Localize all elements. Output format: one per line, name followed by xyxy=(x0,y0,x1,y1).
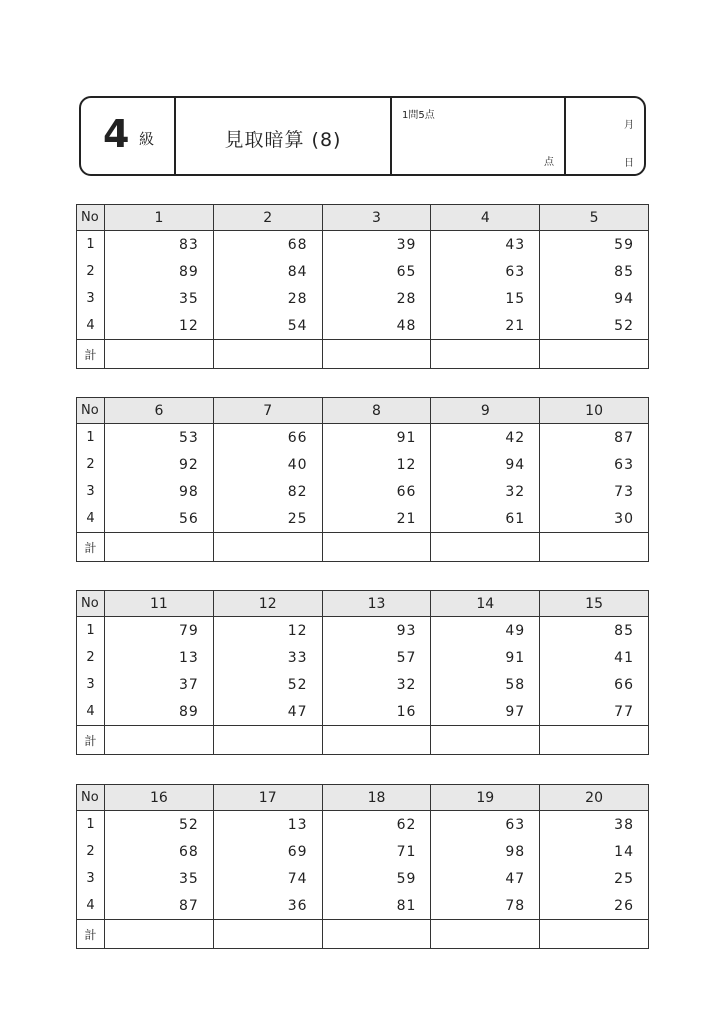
row-number: 1 xyxy=(77,617,105,645)
operand-value: 83 xyxy=(105,231,214,259)
operand-value: 28 xyxy=(322,285,431,312)
total-label: 計 xyxy=(77,726,105,755)
date-cell[interactable] xyxy=(566,98,644,174)
operand-value: 54 xyxy=(213,312,322,340)
problem-table xyxy=(76,784,649,949)
operand-value: 89 xyxy=(105,258,214,285)
operand-value: 43 xyxy=(431,231,540,259)
operand-value: 13 xyxy=(105,644,214,671)
total-row xyxy=(77,726,649,755)
total-row xyxy=(77,533,649,562)
problem-number: 12 xyxy=(213,591,322,617)
operand-value: 79 xyxy=(105,617,214,645)
worksheet-title: 見取暗算 (8) xyxy=(224,129,342,151)
operand-value: 13 xyxy=(213,811,322,839)
operand-value: 41 xyxy=(540,644,649,671)
row-number: 1 xyxy=(77,231,105,259)
operand-value: 68 xyxy=(213,231,322,259)
row-number: 4 xyxy=(77,505,105,533)
grade-cell xyxy=(81,98,176,174)
table-row xyxy=(77,644,649,671)
operand-value: 61 xyxy=(431,505,540,533)
row-number: 2 xyxy=(77,451,105,478)
table-row xyxy=(77,671,649,698)
operand-value: 69 xyxy=(213,838,322,865)
operand-value: 89 xyxy=(105,698,214,726)
grade-suffix: 級 xyxy=(139,130,155,148)
no-header: No xyxy=(77,205,105,231)
operand-value: 38 xyxy=(540,811,649,839)
operand-value: 63 xyxy=(540,451,649,478)
answer-field[interactable] xyxy=(540,726,649,755)
table-row xyxy=(77,892,649,920)
table-row xyxy=(77,865,649,892)
operand-value: 94 xyxy=(540,285,649,312)
operand-value: 26 xyxy=(540,892,649,920)
table-row xyxy=(77,451,649,478)
operand-value: 91 xyxy=(322,424,431,452)
operand-value: 16 xyxy=(322,698,431,726)
operand-value: 93 xyxy=(322,617,431,645)
total-label: 計 xyxy=(77,340,105,369)
table-row xyxy=(77,617,649,645)
operand-value: 33 xyxy=(213,644,322,671)
table-row xyxy=(77,285,649,312)
answer-field[interactable] xyxy=(105,726,214,755)
operand-value: 21 xyxy=(322,505,431,533)
operand-value: 32 xyxy=(322,671,431,698)
row-number: 4 xyxy=(77,312,105,340)
score-cell[interactable] xyxy=(392,98,566,174)
table-row xyxy=(77,698,649,726)
operand-value: 25 xyxy=(540,865,649,892)
operand-value: 48 xyxy=(322,312,431,340)
operand-value: 94 xyxy=(431,451,540,478)
answer-field[interactable] xyxy=(105,920,214,949)
operand-value: 35 xyxy=(105,865,214,892)
table-row xyxy=(77,231,649,259)
row-number: 2 xyxy=(77,258,105,285)
problem-number: 16 xyxy=(105,785,214,811)
operand-value: 82 xyxy=(213,478,322,505)
problem-number: 18 xyxy=(322,785,431,811)
answer-field[interactable] xyxy=(322,920,431,949)
table-row xyxy=(77,811,649,839)
answer-field[interactable] xyxy=(213,340,322,369)
operand-value: 52 xyxy=(213,671,322,698)
problem-table xyxy=(76,590,649,755)
operand-value: 78 xyxy=(431,892,540,920)
operand-value: 53 xyxy=(105,424,214,452)
problem-number: 19 xyxy=(431,785,540,811)
operand-value: 91 xyxy=(431,644,540,671)
total-row xyxy=(77,920,649,949)
score-unit: 点 xyxy=(544,157,554,168)
operand-value: 28 xyxy=(213,285,322,312)
problem-number: 17 xyxy=(213,785,322,811)
answer-field[interactable] xyxy=(322,726,431,755)
title-cell xyxy=(176,98,392,174)
answer-field[interactable] xyxy=(431,340,540,369)
answer-field[interactable] xyxy=(540,340,649,369)
operand-value: 52 xyxy=(540,312,649,340)
operand-value: 85 xyxy=(540,617,649,645)
problem-number: 10 xyxy=(540,398,649,424)
operand-value: 66 xyxy=(540,671,649,698)
operand-value: 66 xyxy=(322,478,431,505)
problem-number: 6 xyxy=(105,398,214,424)
row-number: 3 xyxy=(77,865,105,892)
answer-field[interactable] xyxy=(105,533,214,562)
operand-value: 77 xyxy=(540,698,649,726)
problem-number: 15 xyxy=(540,591,649,617)
problem-number: 11 xyxy=(105,591,214,617)
answer-field[interactable] xyxy=(105,340,214,369)
table-row xyxy=(77,505,649,533)
operand-value: 68 xyxy=(105,838,214,865)
operand-value: 81 xyxy=(322,892,431,920)
operand-value: 57 xyxy=(322,644,431,671)
answer-field[interactable] xyxy=(213,533,322,562)
operand-value: 39 xyxy=(322,231,431,259)
score-rule: 1問5点 xyxy=(402,110,435,121)
total-row xyxy=(77,340,649,369)
problem-number: 4 xyxy=(431,205,540,231)
operand-value: 73 xyxy=(540,478,649,505)
answer-field[interactable] xyxy=(540,533,649,562)
operand-value: 49 xyxy=(431,617,540,645)
problem-number: 3 xyxy=(322,205,431,231)
table-row xyxy=(77,312,649,340)
operand-value: 87 xyxy=(105,892,214,920)
operand-value: 58 xyxy=(431,671,540,698)
row-number: 3 xyxy=(77,478,105,505)
grade-number: 4 xyxy=(103,112,130,156)
row-number: 3 xyxy=(77,285,105,312)
operand-value: 59 xyxy=(322,865,431,892)
table-row xyxy=(77,838,649,865)
operand-value: 47 xyxy=(431,865,540,892)
day-label: 日 xyxy=(624,158,634,169)
operand-value: 74 xyxy=(213,865,322,892)
problem-number: 1 xyxy=(105,205,214,231)
operand-value: 63 xyxy=(431,811,540,839)
problem-number: 9 xyxy=(431,398,540,424)
problem-table xyxy=(76,397,649,562)
total-label: 計 xyxy=(77,920,105,949)
operand-value: 40 xyxy=(213,451,322,478)
table-row xyxy=(77,478,649,505)
no-header: No xyxy=(77,398,105,424)
operand-value: 12 xyxy=(213,617,322,645)
operand-value: 52 xyxy=(105,811,214,839)
operand-value: 25 xyxy=(213,505,322,533)
problem-number: 2 xyxy=(213,205,322,231)
operand-value: 62 xyxy=(322,811,431,839)
operand-value: 12 xyxy=(322,451,431,478)
operand-value: 98 xyxy=(431,838,540,865)
operand-value: 21 xyxy=(431,312,540,340)
operand-value: 63 xyxy=(431,258,540,285)
operand-value: 47 xyxy=(213,698,322,726)
answer-field[interactable] xyxy=(431,533,540,562)
answer-field[interactable] xyxy=(540,920,649,949)
row-number: 2 xyxy=(77,838,105,865)
operand-value: 35 xyxy=(105,285,214,312)
no-header: No xyxy=(77,785,105,811)
operand-value: 36 xyxy=(213,892,322,920)
operand-value: 65 xyxy=(322,258,431,285)
operand-value: 56 xyxy=(105,505,214,533)
row-number: 4 xyxy=(77,698,105,726)
row-number: 3 xyxy=(77,671,105,698)
row-number: 1 xyxy=(77,424,105,452)
row-number: 4 xyxy=(77,892,105,920)
table-row xyxy=(77,258,649,285)
operand-value: 71 xyxy=(322,838,431,865)
row-number: 2 xyxy=(77,644,105,671)
operand-value: 97 xyxy=(431,698,540,726)
operand-value: 14 xyxy=(540,838,649,865)
problem-number: 20 xyxy=(540,785,649,811)
answer-field[interactable] xyxy=(431,920,540,949)
total-label: 計 xyxy=(77,533,105,562)
operand-value: 84 xyxy=(213,258,322,285)
operand-value: 42 xyxy=(431,424,540,452)
operand-value: 37 xyxy=(105,671,214,698)
operand-value: 59 xyxy=(540,231,649,259)
answer-field[interactable] xyxy=(322,533,431,562)
table-row xyxy=(77,424,649,452)
operand-value: 32 xyxy=(431,478,540,505)
operand-value: 30 xyxy=(540,505,649,533)
answer-field[interactable] xyxy=(213,726,322,755)
problem-number: 5 xyxy=(540,205,649,231)
no-header: No xyxy=(77,591,105,617)
problem-number: 13 xyxy=(322,591,431,617)
operand-value: 87 xyxy=(540,424,649,452)
answer-field[interactable] xyxy=(431,726,540,755)
answer-field[interactable] xyxy=(213,920,322,949)
problem-number: 8 xyxy=(322,398,431,424)
operand-value: 12 xyxy=(105,312,214,340)
worksheet-header xyxy=(79,96,646,176)
problem-table xyxy=(76,204,649,369)
row-number: 1 xyxy=(77,811,105,839)
operand-value: 85 xyxy=(540,258,649,285)
month-label: 月 xyxy=(624,120,634,131)
answer-field[interactable] xyxy=(322,340,431,369)
operand-value: 98 xyxy=(105,478,214,505)
problem-number: 14 xyxy=(431,591,540,617)
operand-value: 66 xyxy=(213,424,322,452)
operand-value: 92 xyxy=(105,451,214,478)
operand-value: 15 xyxy=(431,285,540,312)
problem-number: 7 xyxy=(213,398,322,424)
